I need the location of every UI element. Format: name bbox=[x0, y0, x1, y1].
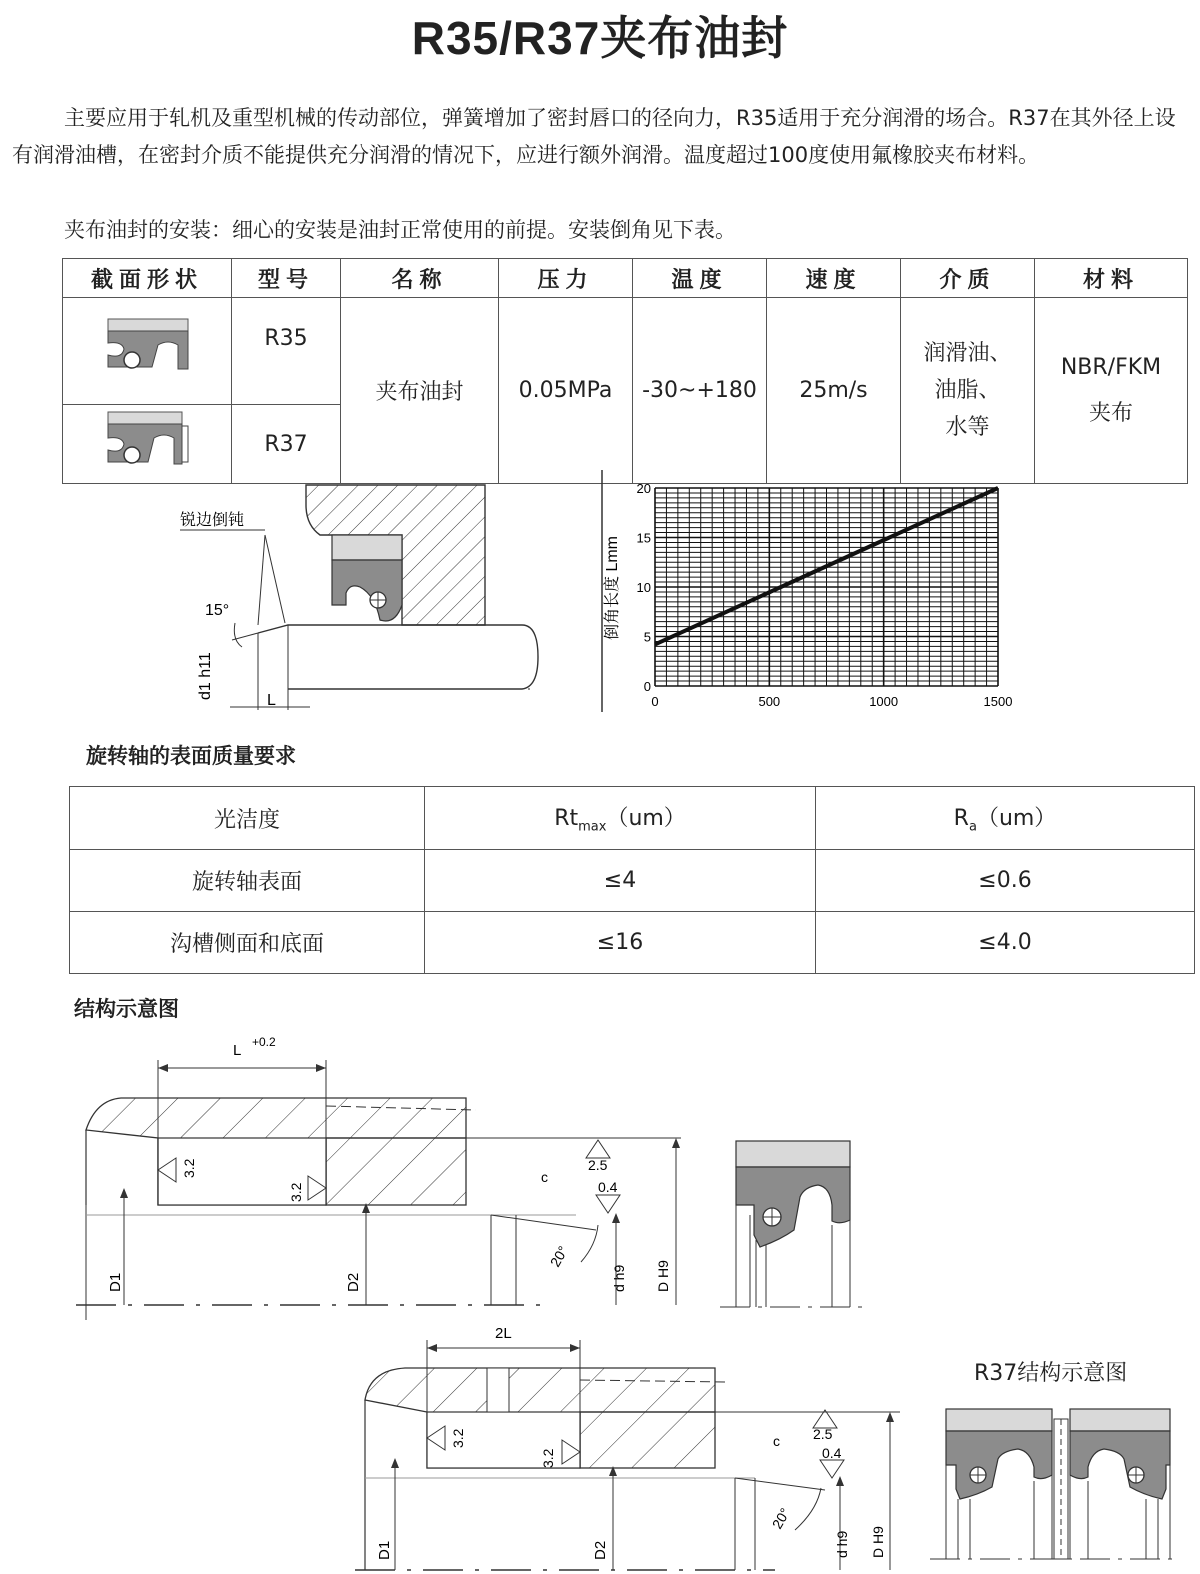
chart-tick-labels bbox=[637, 481, 1013, 709]
roughness-mark: 3.2 bbox=[450, 1428, 466, 1448]
row-ra: ≤0.6 bbox=[816, 850, 1195, 912]
r37-section-image bbox=[63, 405, 232, 484]
y-tick-label: 15 bbox=[636, 530, 651, 546]
dim-L: L bbox=[233, 1042, 242, 1059]
label-d1h11: d1 h11 bbox=[197, 652, 214, 700]
chamfer-chart bbox=[595, 470, 1025, 715]
page-title: R35/R37夹布油封 bbox=[411, 12, 789, 64]
row-rt: ≤4 bbox=[425, 850, 816, 912]
label-L: L bbox=[267, 692, 276, 709]
header-model: 型号 bbox=[232, 259, 341, 298]
intro-paragraph: 主要应用于轧机及重型机械的传动部位，弹簧增加了密封唇口的径向力，R35适用于充分润滑的场合。R37在其外径上设有润滑油槽，在密封介质不能提供充分润滑的情况下，应进行额外润滑。温度超过100度使用氟橡胶夹布材料。 bbox=[12, 106, 1176, 167]
dim-c: c bbox=[541, 1169, 548, 1185]
dim-dh9: d h9 bbox=[834, 1530, 850, 1558]
dim-2L: 2L bbox=[495, 1325, 512, 1342]
roughness-header-row bbox=[70, 787, 1195, 850]
roughness-2-5: 2.5 bbox=[588, 1157, 608, 1173]
dim-angle: 20° bbox=[768, 1505, 794, 1532]
row-name: 沟槽侧面和底面 bbox=[70, 912, 425, 974]
x-tick-label: 1500 bbox=[983, 694, 1013, 709]
header-section-shape: 截面形状 bbox=[63, 259, 232, 298]
r35-section-image bbox=[63, 298, 232, 405]
header-material: 材料 bbox=[1035, 259, 1188, 298]
dim-D1: D1 bbox=[376, 1540, 393, 1560]
product-name: 夹布油封 bbox=[341, 298, 499, 484]
roughness-mark: 3.2 bbox=[540, 1448, 556, 1468]
chart-y-label: 倒角长度 Lmm bbox=[604, 535, 621, 640]
roughness-table bbox=[69, 786, 1195, 974]
header-pressure: 压力 bbox=[499, 259, 633, 298]
row-ra: ≤4.0 bbox=[816, 912, 1195, 974]
structure-section-title: 结构示意图 bbox=[74, 997, 179, 1021]
model-r37: R37 bbox=[232, 405, 341, 484]
table-row bbox=[70, 850, 1195, 912]
dim-c: c bbox=[773, 1433, 780, 1449]
row-name: 旋转轴表面 bbox=[70, 850, 425, 912]
roughness-mark: 3.2 bbox=[181, 1158, 197, 1178]
header-name: 名称 bbox=[341, 259, 499, 298]
installation-diagram bbox=[170, 475, 550, 720]
roughness-0-4: 0.4 bbox=[598, 1179, 618, 1195]
x-tick-label: 1000 bbox=[869, 694, 899, 709]
r37-structure-section bbox=[930, 1405, 1180, 1565]
y-tick-label: 5 bbox=[643, 629, 651, 645]
material-value: NBR/FKM 夹布 bbox=[1035, 298, 1188, 484]
spec-table bbox=[62, 258, 1188, 484]
pressure-value: 0.05MPa bbox=[499, 298, 633, 484]
temperature-value: -30~+180 bbox=[633, 298, 767, 484]
roughness-2-5: 2.5 bbox=[813, 1426, 833, 1442]
x-tick-label: 0 bbox=[651, 694, 659, 709]
r37-caption: R37结构示意图 bbox=[974, 1361, 1128, 1386]
dim-D2: D2 bbox=[345, 1272, 362, 1292]
speed-value: 25m/s bbox=[767, 298, 901, 484]
y-tick-label: 20 bbox=[636, 481, 651, 496]
dim-DH9: D H9 bbox=[870, 1526, 886, 1558]
dim-dh9: d h9 bbox=[611, 1264, 627, 1292]
dim-tolerance: +0.2 bbox=[252, 1035, 276, 1049]
dim-D1: D1 bbox=[107, 1272, 124, 1292]
chart-grid bbox=[655, 488, 998, 686]
row-rt: ≤16 bbox=[425, 912, 816, 974]
spec-header-row bbox=[63, 259, 1188, 298]
dim-D2: D2 bbox=[592, 1540, 609, 1560]
roughness-0-4: 0.4 bbox=[822, 1445, 842, 1461]
dim-DH9: D H9 bbox=[655, 1260, 671, 1292]
header-rt: $Rt_{max}(um)$ bbox=[425, 787, 816, 850]
label-angle: 15° bbox=[205, 602, 230, 619]
header-medium: 介质 bbox=[901, 259, 1035, 298]
roughness-section-title: 旋转轴的表面质量要求 bbox=[86, 744, 296, 768]
header-temperature: 温度 bbox=[633, 259, 767, 298]
header-ra: $R_a(um)$ bbox=[816, 787, 1195, 850]
structure-diagram-r37 bbox=[355, 1320, 915, 1574]
header-finish: 光洁度 bbox=[70, 787, 425, 850]
install-paragraph: 夹布油封的安装：细心的安装是油封正常使用的前提。安装倒角见下表。 bbox=[64, 218, 736, 242]
model-r35: R35 bbox=[232, 298, 341, 405]
table-row bbox=[70, 912, 1195, 974]
medium-value: 润滑油、 油脂、 水等 bbox=[901, 298, 1035, 484]
x-tick-label: 500 bbox=[758, 694, 781, 709]
r35-structure-section bbox=[720, 1135, 870, 1310]
roughness-mark: 3.2 bbox=[288, 1182, 304, 1202]
y-tick-label: 0 bbox=[643, 679, 651, 694]
label-edge: 锐边倒钝 bbox=[180, 512, 245, 529]
header-speed: 速度 bbox=[767, 259, 901, 298]
dim-angle: 20° bbox=[546, 1243, 572, 1270]
y-tick-label: 10 bbox=[636, 580, 651, 595]
